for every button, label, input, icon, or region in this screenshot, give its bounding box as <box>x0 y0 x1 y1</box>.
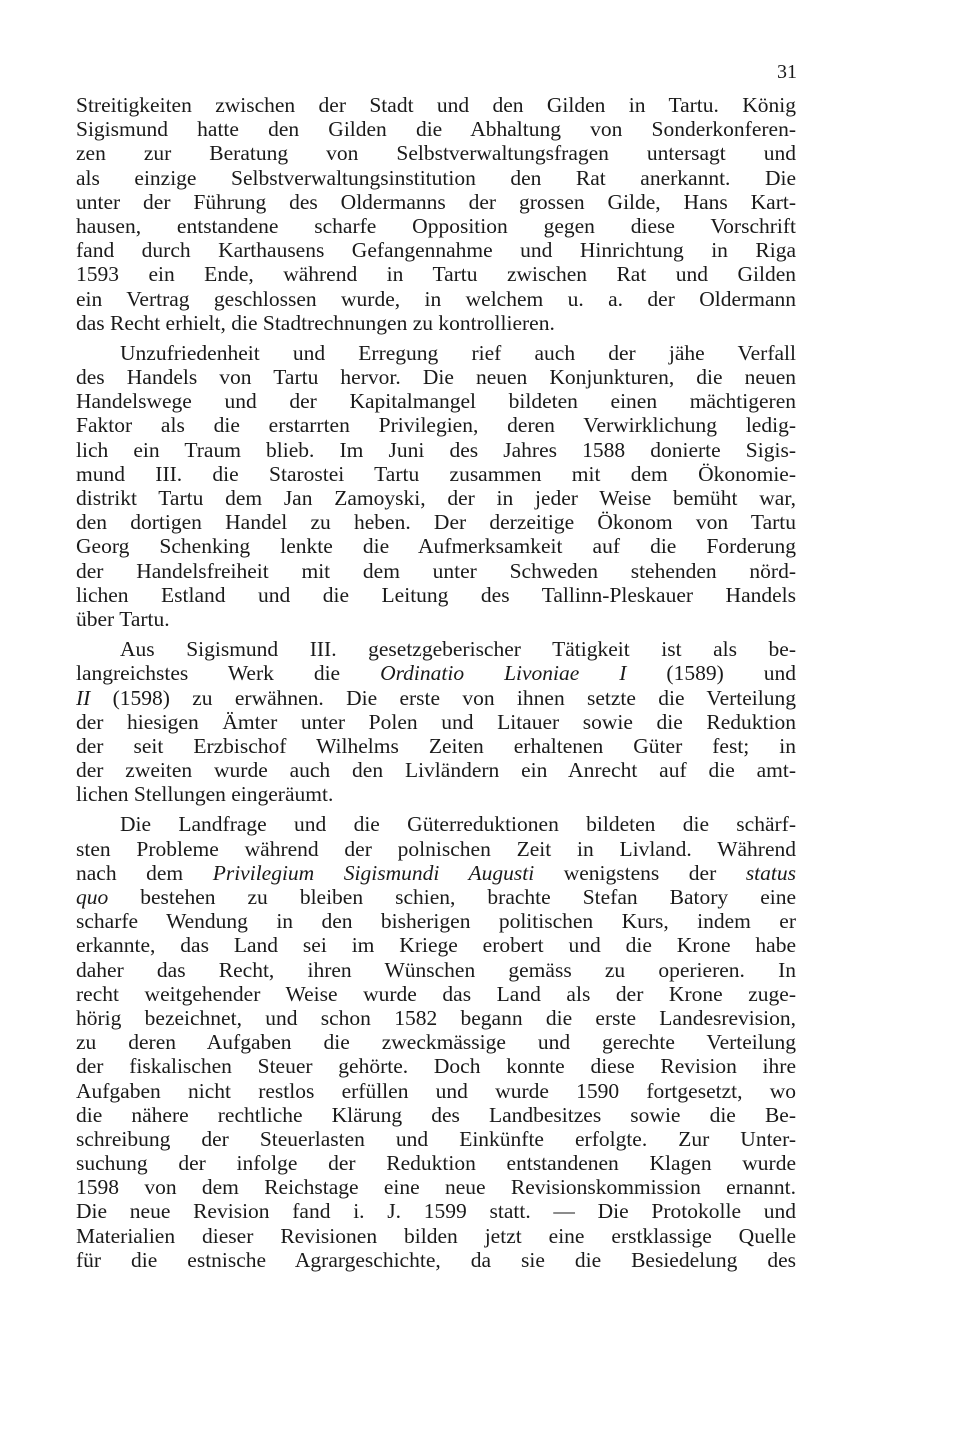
text-line <box>76 1151 796 1175</box>
text-run: Die Landfrage und die Güterreduktionen bildeten die schärf- <box>120 812 796 837</box>
text-run: zen zur Beratung von Selbstverwaltungsfragen untersagt und <box>76 141 796 166</box>
text-run: mund III. die Starostei Tartu zusammen mit dem Ökonomie- <box>76 461 796 486</box>
text-run: das Recht erhielt, die Stadtrechnungen zu kontrollieren. <box>76 310 555 335</box>
text-run: Faktor als die erstarrten Privilegien, deren Verwirklichung ledig- <box>76 413 796 438</box>
text-run: lichen Estland und die Leitung des Tallinn-Pleskauer Handels <box>76 582 796 607</box>
italic-text: Ordinatio Livoniae I <box>380 661 627 686</box>
text-run: sten Probleme während der polnischen Zeit in Livland. Während <box>76 836 796 861</box>
page-number: 31 <box>777 61 797 83</box>
text-line <box>76 661 796 685</box>
text-line <box>76 686 796 710</box>
text-run: (1598) zu erwähnen. Die erste von ihnen setzte die Verteilung <box>90 685 796 710</box>
text-run: der seit Erzbischof Wilhelms Zeiten erhaltenen Güter fest; in <box>76 733 796 758</box>
text-run: Die neue Revision fand i. J. 1599 statt. — Die Protokolle und <box>76 1199 796 1224</box>
text-run: die nähere rechtliche Klärung des Landbesitzes sowie die Be- <box>76 1102 796 1127</box>
text-run: lich ein Traum blieb. Im Juni des Jahres 1588 donierte Sigis- <box>76 437 796 462</box>
text-run: 1593 ein Ende, während in Tartu zwischen Rat und Gilden <box>76 262 796 287</box>
text-line <box>76 93 796 117</box>
text-run: (1589) und <box>626 661 796 686</box>
text-run: der fiskalischen Steuer gehörte. Doch konnte diese Revision ihre <box>76 1054 796 1079</box>
text-line <box>76 141 796 165</box>
text-run: scharfe Wendung in den bisherigen politischen Kurs, indem er <box>76 909 796 934</box>
text-run: hörig bezeichnet, und schon 1582 begann die erste Landesrevision, <box>76 1005 796 1030</box>
italic-text: II <box>76 685 91 710</box>
text-line <box>76 389 796 413</box>
text-run: der zweiten wurde auch den Livländern ein Anrecht auf die amt- <box>76 758 796 783</box>
italic-text: quo <box>76 885 109 909</box>
text-line <box>76 238 796 262</box>
text-line <box>76 782 796 806</box>
text-line <box>76 510 796 534</box>
text-line <box>76 1127 796 1151</box>
text-line <box>76 1103 796 1127</box>
text-run: Aus Sigismund III. gesetzgeberischer Tätigkeit ist als be- <box>120 637 796 662</box>
text-line <box>76 758 796 782</box>
paragraph <box>76 812 796 1272</box>
text-line <box>76 365 796 389</box>
text-line <box>76 1054 796 1078</box>
text-run: distrikt Tartu dem Jan Zamoyski, der in jeder Weise bemüht war, <box>76 486 796 510</box>
text-line <box>76 861 796 885</box>
text-run: hausen, entstandene scharfe Opposition gegen diese Vorschrift <box>76 213 796 238</box>
text-line <box>76 933 796 957</box>
text-run: Aufgaben nicht restlos erfüllen und wurde 1590 fortgesetzt, wo <box>76 1078 796 1103</box>
text-run: erkannte, das Land sei im Kriege erobert und die Krone habe <box>76 933 796 958</box>
text-line <box>76 262 796 286</box>
text-line <box>76 1175 796 1199</box>
text-line <box>76 190 796 214</box>
text-line <box>76 1248 796 1272</box>
text-run: bestehen zu bleiben schien, brachte Stefan Batory eine <box>108 885 796 909</box>
paragraph <box>76 637 796 806</box>
text-run: der Handelsfreiheit mit dem unter Schweden stehenden nörd- <box>76 558 796 583</box>
text-run: für die estnische Agrargeschichte, da sie die Besiedelung des <box>76 1247 796 1272</box>
text-line <box>76 1030 796 1054</box>
paragraph <box>76 93 796 335</box>
text-line <box>76 837 796 861</box>
text-run: fand durch Karthausens Gefangennahme und Hinrichtung in Riga <box>76 238 796 263</box>
text-run: der hiesigen Ämter unter Polen und Litauer sowie die Reduktion <box>76 709 796 734</box>
text-run: unter der Führung des Oldermanns der grossen Gilde, Hans Kart- <box>76 189 796 214</box>
text-run: Sigismund hatte den Gilden die Abhaltung von Sonderkonferen- <box>76 117 796 142</box>
text-run: Georg Schenking lenkte die Aufmerksamkeit auf die Forderung <box>76 534 796 559</box>
text-line <box>76 1079 796 1103</box>
text-run: daher das Recht, ihren Wünschen gemäss zu operieren. In <box>76 957 796 982</box>
text-run: als einzige Selbstverwaltungsinstitution den Rat anerkannt. Die <box>76 165 796 190</box>
text-line <box>76 710 796 734</box>
text-line <box>76 734 796 758</box>
text-run: des Handels von Tartu hervor. Die neuen Konjunkturen, die neuen <box>76 365 796 390</box>
text-line <box>76 462 796 486</box>
text-run: Handelswege und der Kapitalmangel bildeten einen mächtigeren <box>76 389 796 414</box>
text-line <box>76 413 796 437</box>
text-line <box>76 117 796 141</box>
text-line <box>76 341 796 365</box>
text-line <box>76 1199 796 1223</box>
text-line <box>76 438 796 462</box>
text-run: zu deren Aufgaben die zweckmässige und gerechte Verteilung <box>76 1030 796 1055</box>
text-run: 1598 von dem Reichstage eine neue Revisionskommission ernannt. <box>76 1175 796 1200</box>
text-run: nach dem <box>76 860 213 885</box>
text-line <box>76 812 796 836</box>
text-line <box>76 287 796 311</box>
paragraph <box>76 341 796 631</box>
italic-text: Privilegium Sigismundi Augusti <box>212 860 535 885</box>
text-line <box>76 311 796 335</box>
text-run: Streitigkeiten zwischen der Stadt und den Gilden in Tartu. König <box>76 93 796 117</box>
text-line <box>76 534 796 558</box>
text-run: langreichstes Werk die <box>76 661 381 686</box>
text-run: Materialien dieser Revisionen bilden jetzt eine erstklassige Quelle <box>76 1223 796 1248</box>
text-run: den dortigen Handel zu heben. Der derzeitige Ökonom von Tartu <box>76 510 796 535</box>
text-line <box>76 486 796 510</box>
text-line <box>76 559 796 583</box>
body-text <box>76 93 796 1272</box>
text-run: ein Vertrag geschlossen wurde, in welchem u. a. der Oldermann <box>76 286 796 311</box>
text-run: wenigstens der <box>534 860 746 885</box>
text-run: Unzufriedenheit und Erregung rief auch der jähe Verfall <box>120 340 796 365</box>
text-line <box>76 909 796 933</box>
text-line <box>76 982 796 1006</box>
text-line <box>76 958 796 982</box>
text-line <box>76 214 796 238</box>
italic-text: status <box>745 860 796 885</box>
text-run: schreibung der Steuerlasten und Einkünfte erfolgte. Zur Unter- <box>76 1126 796 1151</box>
text-line <box>76 607 796 631</box>
text-run: recht weitgehender Weise wurde das Land als der Krone zuge- <box>76 981 796 1006</box>
text-line <box>76 583 796 607</box>
text-line <box>76 637 796 661</box>
text-run: suchung der infolge der Reduktion entstandenen Klagen wurde <box>76 1151 796 1176</box>
text-line <box>76 166 796 190</box>
text-run: über Tartu. <box>76 606 170 631</box>
text-line <box>76 885 796 909</box>
text-line <box>76 1224 796 1248</box>
text-run: lichen Stellungen eingeräumt. <box>76 782 334 807</box>
text-line <box>76 1006 796 1030</box>
